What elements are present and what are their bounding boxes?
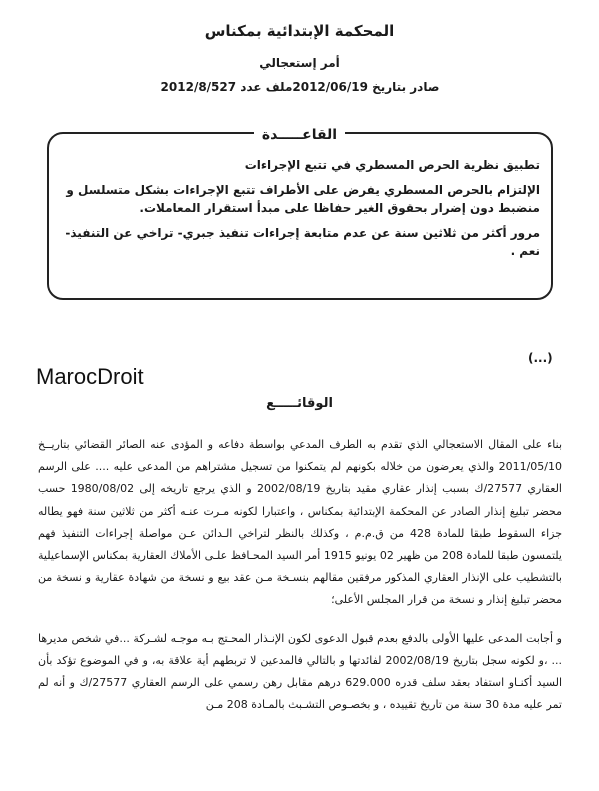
court-name: المحكمة الإبتدائية بمكناس xyxy=(204,22,395,40)
ellipsis-marker: (...) xyxy=(528,351,553,365)
order-type: أمر إستعجالي xyxy=(259,56,340,70)
rule-title-text: القاعـــــدة xyxy=(254,127,345,143)
rule-title xyxy=(0,124,599,143)
facts-paragraph: بناء على المقال الاستعجالي الذي تقدم به الطرف المدعي بواسطة دفاعه و المؤدى عنه الصائر القضائي بتاريــخ 2011/05/10 والذي يعرضون من خلاله بكونهم لم يتمكنوا من تسجيل مشتراهم من المدعى عليه .... على الرسم العقاري 27577/ك بسبب إنذار عقاري مقيد بتاريخ 2002/08/19 و الذي يرجع تاريخه إلى 1980/08/02 حسب محضر تبليغ إنذار الصادر عن المحكمة الإبتدائية بمكناس ، واعتبارا لكونه مـرت عنـه أكثر من ثلاثين سنة فهو يطاله جزاء السقوط طبقا للمادة 428 من ق.م.م ، وكذلك بالنظر لتراخي الـدائن عـن مواصلة إجراءات التنفيذ فهم يلتمسون طبقا للمادة 208 من ظهير 02 يونيو 1915 أمر السيد المحـافظ علـى الأملاك العقارية بمكناس الإسماعيلية بالتشطيب على الإنذار العقاري المذكور مرفقين مقالهم بنسـخة مـن عقد بيع و نسخة من شهادة عقارية و نسخة من محضر تبليغ إنذار و نسخة من قرار المجلس الأعلى؛ xyxy=(38,438,562,607)
rule-line: مرور أكثر من ثلاثين سنة عن عدم متابعة إجراءات تنفيذ جبري- تراخي عن التنفيذ- نعم . xyxy=(65,225,540,258)
facts-title: الوقائـــــع xyxy=(266,396,333,411)
rule-line: تطبيق نظرية الحرص المسطري في تتبع الإجراءات xyxy=(244,158,540,172)
facts-paragraph: و أجابت المدعى عليها الأولى بالدفع بعدم قبول الدعوى لكون الإنـذار المحـتج بـه موجـه لشـركة ...في شخص مديرها ... ،و لكونه سجل بتاريخ 2002/08/19 لفائدتها و بالتالي فالمدعين لا تربطهم أية علاقة به، و في الموضوع تؤكد بأن السيد أكنـاو استفاد بعقد سلف قدره 629.000 درهم مقابل رهن رسمي على الرسم العقاري 27577/ك و أنه لم تمر عليه مدة 30 سنة من تاريخ تقييده ، و بخصـوص التشـبث بالمـادة 208 مـن xyxy=(38,631,562,712)
facts-body xyxy=(38,434,562,732)
issued-line: صادر بتاريخ 2012/06/19ملف عدد 2012/8/527 xyxy=(160,80,440,94)
watermark: MarocDroit xyxy=(36,364,144,389)
rule-lines xyxy=(62,156,540,267)
rule-line: الإلتزام بالحرص المسطري يفرض على الأطراف تتبع الإجراءات بشكل متسلسل و منضبط دون إضرار بحقوق الغير حفاظا على مبدأ استقرار المعاملات. xyxy=(66,182,540,215)
